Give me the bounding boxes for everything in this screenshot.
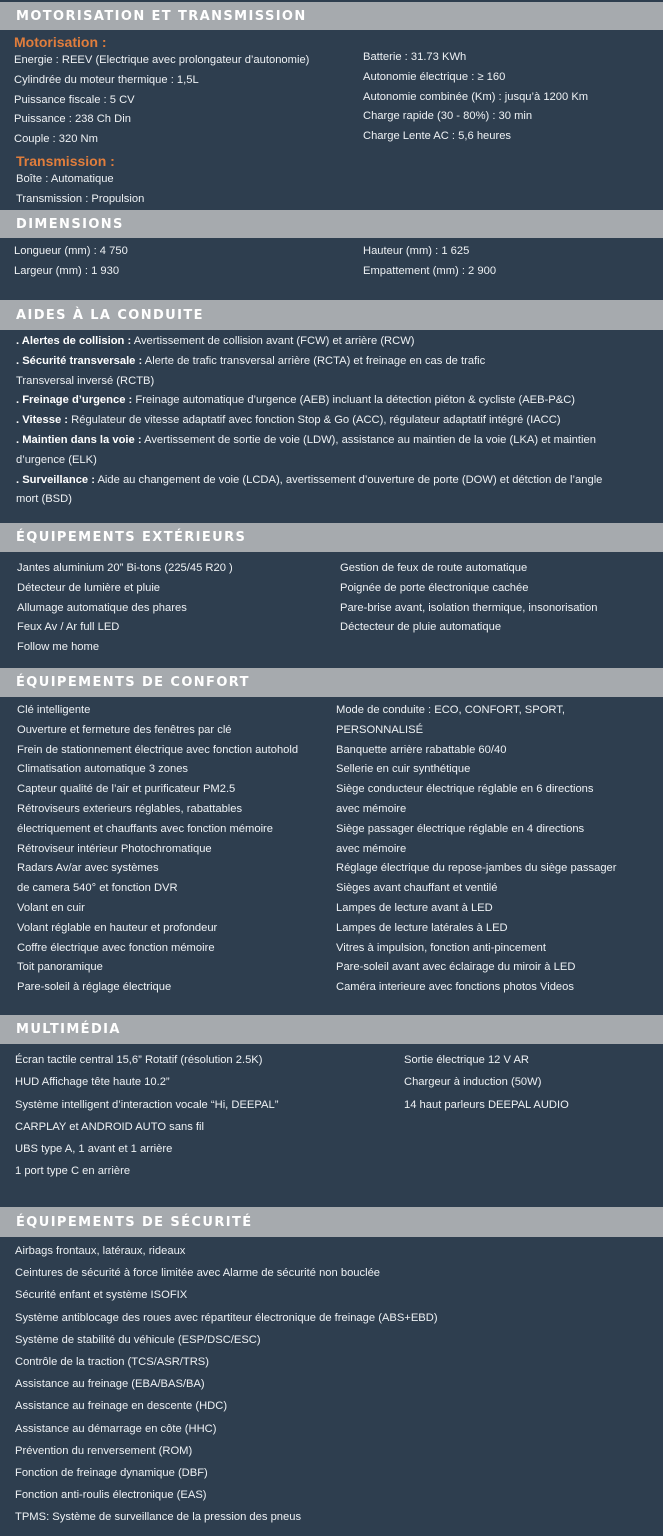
- equipment-item: Coffre électrique avec fonction mémoire: [17, 941, 215, 954]
- equipment-item: Mode de conduite : ECO, CONFORT, SPORT,: [336, 704, 566, 716]
- equipment-item: Clé intelligente: [17, 704, 91, 716]
- aide-line: Transversal inversé (RCTB): [16, 374, 155, 387]
- equipment-item: Feux Av / Ar full LED: [17, 621, 120, 634]
- equipment-item: Poignée de porte électronique cachée: [340, 581, 529, 594]
- equipment-item: Ouverture et fermeture des fenêtres par clé: [17, 723, 232, 736]
- equipment-item: Sortie électrique 12 V AR: [404, 1054, 529, 1066]
- equipment-item: Caméra interieure avec fonctions photos Videos: [336, 981, 574, 994]
- aides-column: [16, 332, 602, 510]
- spec-line: Energie : REEV (Electrique avec prolongateur d’autonomie): [14, 54, 310, 66]
- equipment-item: Jantes aluminium 20” Bi-tons (225/45 R20 ): [17, 562, 233, 574]
- section-header-dimensions: DIMENSIONS: [0, 210, 663, 238]
- aide-line: . Surveillance : Aide au changement de voie (LCDA), avertissement d’ouverture de porte (DOW) et détction de l’angle: [16, 473, 603, 486]
- equipment-item: Volant en cuir: [17, 901, 85, 914]
- equipment-item: 1 port type C en arrière: [15, 1165, 131, 1178]
- equipment-item: Climatisation automatique 3 zones: [17, 763, 189, 776]
- equipment-item: de camera 540° et fonction DVR: [17, 882, 178, 895]
- motorisation-left-column: [14, 33, 309, 210]
- equipment-item: CARPLAY et ANDROID AUTO sans fil: [15, 1120, 205, 1133]
- dimensions-left-column: [14, 242, 128, 282]
- equipment-item: Réglage électrique du repose-jambes du siège passager: [336, 862, 617, 875]
- section-header-securite: ÉQUIPEMENTS DE SÉCURITÉ: [0, 1207, 663, 1237]
- spec-line: Longueur (mm) : 4 750: [14, 245, 128, 257]
- spec-line: Transmission : Propulsion: [16, 192, 145, 205]
- multimedia-left-column: [15, 1049, 278, 1183]
- equipment-item: Pare-soleil à réglage électrique: [17, 981, 172, 994]
- aide-line: . Vitesse : Régulateur de vitesse adaptatif avec fonction Stop & Go (ACC), régulateur adaptatif intégré (IACC): [16, 414, 561, 427]
- equipment-item: Siège conducteur électrique réglable en 6 directions: [336, 783, 594, 796]
- equipment-item: Fonction de freinage dynamique (DBF): [15, 1467, 208, 1480]
- aide-line: d’urgence (ELK): [16, 453, 97, 466]
- exterieurs-left-column: [17, 559, 233, 658]
- equipment-item: Ceintures de sécurité à force limitée avec Alarme de sécurité non bouclée: [15, 1267, 381, 1280]
- equipment-item: Système antiblocage des roues avec répartiteur électronique de freinage (ABS+EBD): [15, 1311, 438, 1324]
- equipment-item: électriquement et chauffants avec fonction mémoire: [17, 822, 274, 835]
- spec-line: Charge rapide (30 - 80%) : 30 min: [363, 110, 533, 123]
- spec-line: Cylindrée du moteur thermique : 1,5L: [14, 73, 199, 86]
- aide-line: . Sécurité transversale : Alerte de trafic transversal arrière (RCTA) et freinage en cas de trafic: [16, 354, 486, 367]
- spec-line: Empattement (mm) : 2 900: [363, 264, 497, 277]
- equipment-item: Vitres à impulsion, fonction anti-pincement: [336, 941, 546, 954]
- equipment-item: HUD Affichage tête haute 10.2”: [15, 1076, 170, 1089]
- equipment-item: Déctecteur de pluie automatique: [340, 621, 502, 634]
- equipment-item: Lampes de lecture avant à LED: [336, 901, 493, 914]
- equipment-item: Rétroviseurs exterieurs réglables, rabattables: [17, 802, 243, 815]
- confort-left-column: [17, 701, 298, 998]
- equipment-item: Système de stabilité du véhicule (ESP/DSC/ESC): [15, 1333, 261, 1346]
- aide-line: . Alertes de collision : Avertissement de collision avant (FCW) et arrière (RCW): [16, 335, 415, 347]
- equipment-item: Allumage automatique des phares: [17, 601, 187, 614]
- equipment-item: Pare-soleil avant avec éclairage du miroir à LED: [336, 961, 576, 974]
- spec-line: Puissance fiscale : 5 CV: [14, 93, 135, 106]
- exterieurs-right-column: [340, 559, 597, 638]
- section-header-motorisation: MOTORISATION ET TRANSMISSION: [0, 2, 663, 30]
- equipment-item: TPMS: Système de surveillance de la pression des pneus: [15, 1511, 302, 1524]
- subheading-transmission: Transmission :: [16, 152, 115, 169]
- section-header-confort: ÉQUIPEMENTS DE CONFORT: [0, 668, 663, 697]
- spec-line: Largeur (mm) : 1 930: [14, 264, 120, 277]
- equipment-item: Détecteur de lumière et pluie: [17, 581, 161, 594]
- equipment-item: Système intelligent d’interaction vocale “Hi, DEEPAL”: [15, 1098, 279, 1111]
- equipment-item: Volant réglable en hauteur et profondeur: [17, 921, 218, 934]
- subheading-motorisation: Motorisation :: [14, 34, 107, 50]
- equipment-item: Pare-brise avant, isolation thermique, insonorisation: [340, 601, 598, 614]
- equipment-item: UBS type A, 1 avant et 1 arrière: [15, 1143, 173, 1156]
- equipment-item: Sellerie en cuir synthétique: [336, 763, 471, 776]
- equipment-item: Assistance au freinage en descente (HDC): [15, 1400, 228, 1413]
- equipment-item: Chargeur à induction (50W): [404, 1076, 542, 1089]
- spec-line: Charge Lente AC : 5,6 heures: [363, 130, 512, 143]
- equipment-item: Sécurité enfant et système ISOFIX: [15, 1289, 188, 1302]
- spec-line: Couple : 320 Nm: [14, 133, 98, 146]
- motorisation-right-column: [363, 48, 588, 147]
- spec-line: Batterie : 31.73 KWh: [363, 51, 467, 63]
- equipment-item: Radars Av/ar avec systèmes: [17, 862, 159, 875]
- equipment-item: Lampes de lecture latérales à LED: [336, 921, 508, 934]
- equipment-item: PERSONNALISÉ: [336, 723, 424, 736]
- equipment-item: Fonction anti-roulis électronique (EAS): [15, 1489, 207, 1502]
- equipment-item: avec mémoire: [336, 842, 407, 855]
- equipment-item: Toit panoramique: [17, 961, 103, 974]
- equipment-item: Sièges avant chauffant et ventilé: [336, 882, 498, 895]
- equipment-item: Frein de stationnement électrique avec fonction autohold: [17, 743, 299, 756]
- spec-line: Hauteur (mm) : 1 625: [363, 245, 470, 257]
- equipment-item: Airbags frontaux, latéraux, rideaux: [15, 1245, 186, 1257]
- aide-line: mort (BSD): [16, 493, 72, 506]
- equipment-item: Contrôle de la traction (TCS/ASR/TRS): [15, 1356, 209, 1369]
- equipment-item: Rétroviseur intérieur Photochromatique: [17, 842, 212, 855]
- spec-line: Puissance : 238 Ch Din: [14, 113, 131, 126]
- equipment-item: Banquette arrière rabattable 60/40: [336, 743, 507, 756]
- securite-column: [15, 1240, 438, 1529]
- confort-right-column: [336, 701, 617, 998]
- multimedia-right-column: [404, 1049, 569, 1116]
- equipment-item: Prévention du renversement (ROM): [15, 1444, 193, 1457]
- equipment-item: Assistance au freinage (EBA/BAS/BA): [15, 1378, 205, 1391]
- spec-line: Autonomie électrique : ≥ 160: [363, 70, 506, 83]
- section-header-aides: AIDES À LA CONDUITE: [0, 300, 663, 330]
- equipment-item: avec mémoire: [336, 802, 407, 815]
- equipment-item: 14 haut parleurs DEEPAL AUDIO: [404, 1098, 569, 1111]
- equipment-item: Follow me home: [17, 641, 100, 654]
- equipment-item: Gestion de feux de route automatique: [340, 562, 528, 574]
- spec-line: Autonomie combinée (Km) : jusqu’à 1200 Km: [363, 90, 589, 103]
- section-header-multimedia: MULTIMÉDIA: [0, 1015, 663, 1044]
- equipment-item: Siège passager électrique réglable en 4 directions: [336, 822, 585, 835]
- equipment-item: Assistance au démarrage en côte (HHC): [15, 1422, 217, 1435]
- dimensions-right-column: [363, 242, 496, 282]
- aide-line: . Maintien dans la voie : Avertissement de sortie de voie (LDW), assistance au maintien de la voie (LKA) et maintien: [16, 433, 596, 446]
- aide-line: . Freinage d’urgence : Freinage automatique d’urgence (AEB) incluant la détection piéton & cycliste (AEB-P&C): [16, 394, 576, 407]
- equipment-item: Capteur qualité de l’air et purificateur PM2.5: [17, 783, 236, 796]
- equipment-item: Écran tactile central 15,6” Rotatif (résolution 2.5K): [15, 1054, 263, 1066]
- spec-line: Boîte : Automatique: [16, 172, 114, 185]
- section-header-exterieurs: ÉQUIPEMENTS EXTÉRIEURS: [0, 523, 663, 552]
